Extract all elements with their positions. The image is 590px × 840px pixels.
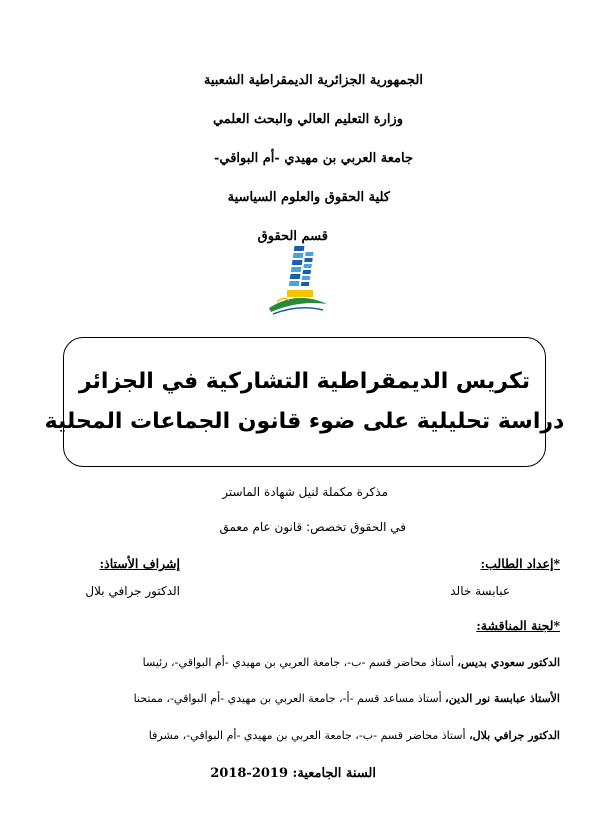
university-name: جامعة العربي بن مهيدي -أم البواقي-: [213, 151, 413, 166]
committee-member: [134, 692, 560, 705]
thesis-title-line-1: تكريس الديمقراطية التشاركية في الجزائر: [78, 369, 531, 394]
ministry-name: وزارة التعليم العالي والبحث العلمي: [212, 112, 403, 127]
committee-member-name: الدكتور سعودي بديس،: [457, 656, 560, 669]
republic-name: الجمهورية الجزائرية الديمقراطية الشعبية: [203, 73, 423, 88]
committee-member: [149, 729, 560, 742]
thesis-title-box: [44, 337, 565, 467]
supervisor-name: الدكتور جرافي بلال: [85, 584, 180, 598]
thesis-type: مذكرة مكملة لنيل شهادة الماستر: [222, 485, 388, 499]
committee-member: [143, 656, 560, 669]
faculty-name: كلية الحقوق والعلوم السياسية: [227, 190, 390, 205]
supervisor-label: إشراف الأستاذ:: [99, 556, 180, 571]
committee-member-role: أستاذ مساعد قسم -أ-، جامعة العربي بن مهيدي -أم البواقي-، ممتحنا: [133, 692, 446, 705]
thesis-title-line-2: دراسة تحليلية على ضوء قانون الجماعات المحلية: [44, 409, 565, 434]
committee-member-role: أستاذ محاضر قسم -ب-، جامعة العربي بن مهيدي -أم البواقي-، مشرفا: [148, 729, 470, 742]
academic-year: [210, 766, 376, 781]
committee-member-name: الدكتور جرافي بلال،: [469, 729, 560, 742]
committee-label: *لجنة المناقشة:: [476, 618, 560, 633]
committee-member-name: الأستاذ عبابسة نور الدين،: [445, 692, 560, 705]
department-name: قسم الحقوق: [257, 229, 328, 244]
student-label: *إعداد الطالب:: [480, 556, 560, 571]
committee-member-role: أستاذ محاضر قسم -ب-، جامعة العربي بن مهيدي -أم البواقي-، رئيسا: [142, 656, 458, 669]
academic-year-value: 2018-2019: [210, 766, 289, 781]
university-logo-icon: [259, 242, 335, 328]
student-name: عبابسة خالد: [450, 584, 510, 598]
academic-year-label: السنة الجامعية:: [292, 766, 376, 781]
specialization: في الحقوق تخصص: قانون عام معمق: [219, 520, 406, 534]
